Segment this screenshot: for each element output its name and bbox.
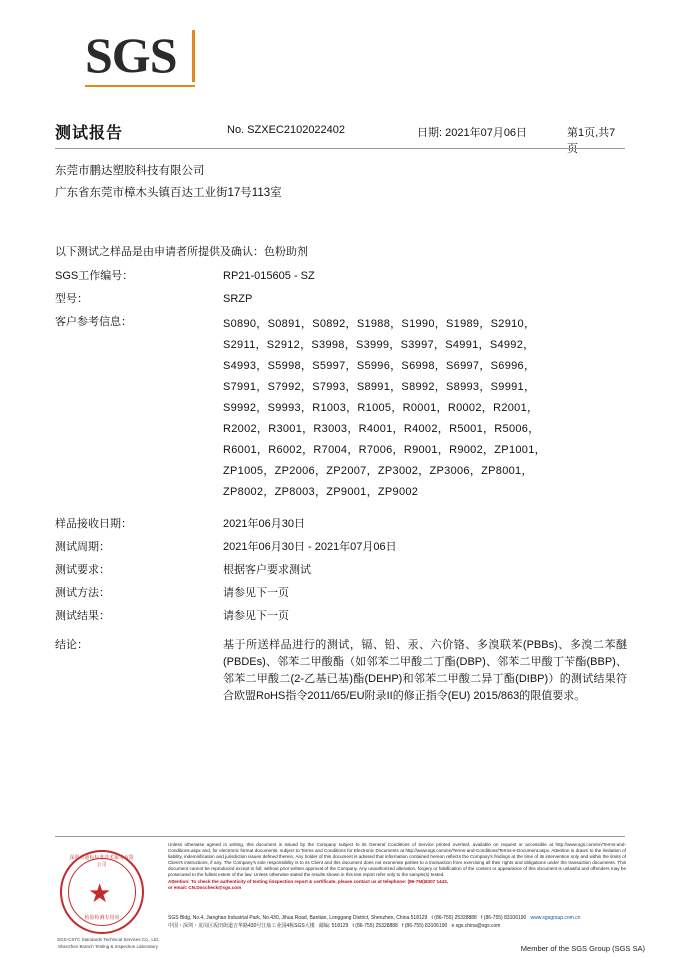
footer-website[interactable]: www.sgsgroup.com.cn xyxy=(530,915,581,921)
footer-address-en: SGS Bldg, No.4, Jianghao Industrial Park, No.430, Jihua Road, Bantian, Longgang District, Shenzhen, China 518129 xyxy=(168,915,428,921)
footer-address-cn: 中国・深圳・龙岗区坂田街道吉华路430号江灿工业园4栋SGS大楼 xyxy=(168,923,315,929)
footer-attention-line2: or email: CN.Doccheck@sgs.com xyxy=(168,884,242,890)
field-value: 请参见下一页 xyxy=(223,587,289,599)
footer-divider xyxy=(55,836,625,837)
footer-disclaimer xyxy=(168,842,626,891)
company-address: 广东省东莞市樟木头镇百达工业街17号113室 xyxy=(55,187,282,199)
field-value: RP21-015605 - SZ xyxy=(223,270,315,282)
sample-statement: 以下测试之样品是由申请者所提供及确认：色粉助剂 xyxy=(55,246,308,258)
customer-reference-row xyxy=(55,314,627,503)
field-label: 测试方法： xyxy=(55,587,110,599)
company-name: 东莞市鹏达塑胶科技有限公司 xyxy=(55,165,205,177)
footer-tel-en: t (86-755) 25328888 xyxy=(431,915,477,921)
customer-reference-values xyxy=(223,314,627,503)
footer-zip-cn: 邮编: 518129 xyxy=(318,923,349,929)
seal-top-text: 深圳市通标标准技术服务有限公司 xyxy=(69,855,135,868)
ref-line: R6001，R6002，R7004，R7006，R9001，R9002，ZP1001， xyxy=(223,444,546,456)
field-row xyxy=(55,608,627,624)
field-label: 测试结果： xyxy=(55,610,110,622)
ref-line: S0890，S0891，S0892，S1988，S1990，S1989，S2910， xyxy=(223,318,536,330)
field-label: 测试周期： xyxy=(55,541,110,553)
seal-en-line1: SGS-CSTC Standards Technical Services Co., Ltd. xyxy=(57,937,159,942)
ref-line: S9992，S9993，R1003，R1005，R0001，R0002，R2001， xyxy=(223,402,539,414)
field-row xyxy=(55,268,627,284)
ref-line: S2911，S2912，S3998，S3999，S3997，S4991，S4992， xyxy=(223,339,535,351)
company-block xyxy=(55,160,282,204)
field-row xyxy=(55,562,627,578)
sgs-logo xyxy=(85,28,195,90)
conclusion-text: 基于所送样品进行的测试，镉、铅、汞、六价铬、多溴联苯(PBBs)、多溴二苯醚(PBDEs)、邻苯二甲酸酯（如邻苯二甲酸二丁酯(DBP)、邻苯二甲酸丁苄酯(BBP)、邻苯二甲酸二(2-乙基已基)酯(DEHP)和邻苯二甲酸二异丁酯(DIBP)）的测试结果符合欧盟RoHS指令2011/65/EU附录II的修正指令(EU) 2015/863的限值要求。 xyxy=(223,639,627,702)
footer-fax-en: f (86-755) 83106190 xyxy=(481,915,527,921)
logo-horizontal-bar xyxy=(85,85,195,87)
conclusion-row xyxy=(55,637,627,705)
ref-line: S4993，S5998，S5997，S5996，S6998，S6997，S6996， xyxy=(223,360,536,372)
field-value: 请参见下一页 xyxy=(223,610,289,622)
header-divider xyxy=(55,148,625,149)
field-value: SRZP xyxy=(223,293,253,305)
footer-address-cn-row xyxy=(168,922,638,930)
field-label: 测试要求： xyxy=(55,564,110,576)
field-value: 2021年06月30日 xyxy=(223,518,305,530)
footer-tel-cn: t (86-755) 25328888 xyxy=(352,923,398,929)
field-label: 客户参考信息： xyxy=(55,316,132,328)
footer-address-block xyxy=(168,914,638,930)
footer-attention-line1: Attention: To check the authenticity of testing /inspection report & certificate, please contact us at telephone: (86-755)8307 1443, xyxy=(168,878,448,884)
page-indicator: 第1页,共7页 xyxy=(567,127,616,155)
ref-line: ZP8002，ZP8003，ZP9001，ZP9002 xyxy=(223,486,419,498)
conclusion-label: 结论： xyxy=(55,639,88,651)
seal-en-line2: Shenzhen Branch Testing & Inspection Laboratory xyxy=(58,944,158,949)
field-value: 根据客户要求测试 xyxy=(223,564,311,576)
page-title: 测试报告 xyxy=(55,125,124,142)
company-seal xyxy=(52,848,164,949)
field-label: SGS工作编号： xyxy=(55,270,134,282)
disclaimer-text: Unless otherwise agreed in writing, this document is issued by the Company subject to its General Conditions of Service printed overleaf, available on request or accessible at http://www.sgs.com/en/Terms-and-Conditions.aspx and, for electronic format documents, subject to Terms and Conditions for Electronic Documents at http://www.sgs.com/en/Terms-and-Conditions/Terms-e-Document.aspx. Attention is drawn to the limitation of liability, indemnification and jurisdiction issues defined therein. Any holder of this document is advised that information contained hereon reflects the Company's findings at the time of its intervention only and within the limits of Client's instructions, if any. The Company's sole responsibility is to its Client and this document does not exonerate parties to a transaction from exercising all their rights and obligations under the transaction documents. This document cannot be reproduced except in full, without prior written approval of the Company. Any unauthorized alteration, forgery or falsification of the content or appearance of this document is unlawful and offenders may be prosecuted to the fullest extent of the law. Unless otherwise stated the results shown in this test report refer only to the sample(s) tested. xyxy=(168,842,626,878)
field-value: 2021年06月30日 - 2021年07月06日 xyxy=(223,541,397,553)
seal-bottom-text: 检验检测专用章 xyxy=(84,915,120,921)
field-row xyxy=(55,585,627,601)
star-icon: ★ xyxy=(88,878,112,908)
field-row xyxy=(55,291,627,307)
logo-vertical-bar xyxy=(192,30,195,82)
footer-email-cn[interactable]: e sgs.china@sgs.com xyxy=(451,923,501,929)
report-date: 日期: 2021年07月06日 xyxy=(417,127,528,139)
report-number: No. SZXEC2102022402 xyxy=(227,124,346,136)
footer-member-line: Member of the SGS Group (SGS SA) xyxy=(520,944,645,953)
field-label: 型号： xyxy=(55,293,88,305)
ref-line: S7991，S7992，S7993，S8991，S8992，S8993，S9991， xyxy=(223,381,536,393)
field-row xyxy=(55,516,627,532)
fields-table xyxy=(55,268,627,712)
footer-fax-cn: f (86-755) 83106190 xyxy=(401,923,448,929)
field-row xyxy=(55,539,627,555)
field-label: 样品接收日期： xyxy=(55,518,132,530)
footer-address-en-row xyxy=(168,914,638,922)
ref-line: ZP1005，ZP2006，ZP2007，ZP3002，ZP3006，ZP8001， xyxy=(223,465,533,477)
report-header-row xyxy=(55,120,625,155)
ref-line: R2002，R3001，R3003，R4001，R4002，R5001，R5006， xyxy=(223,423,540,435)
sgs-logo-text: SGS xyxy=(85,27,177,83)
